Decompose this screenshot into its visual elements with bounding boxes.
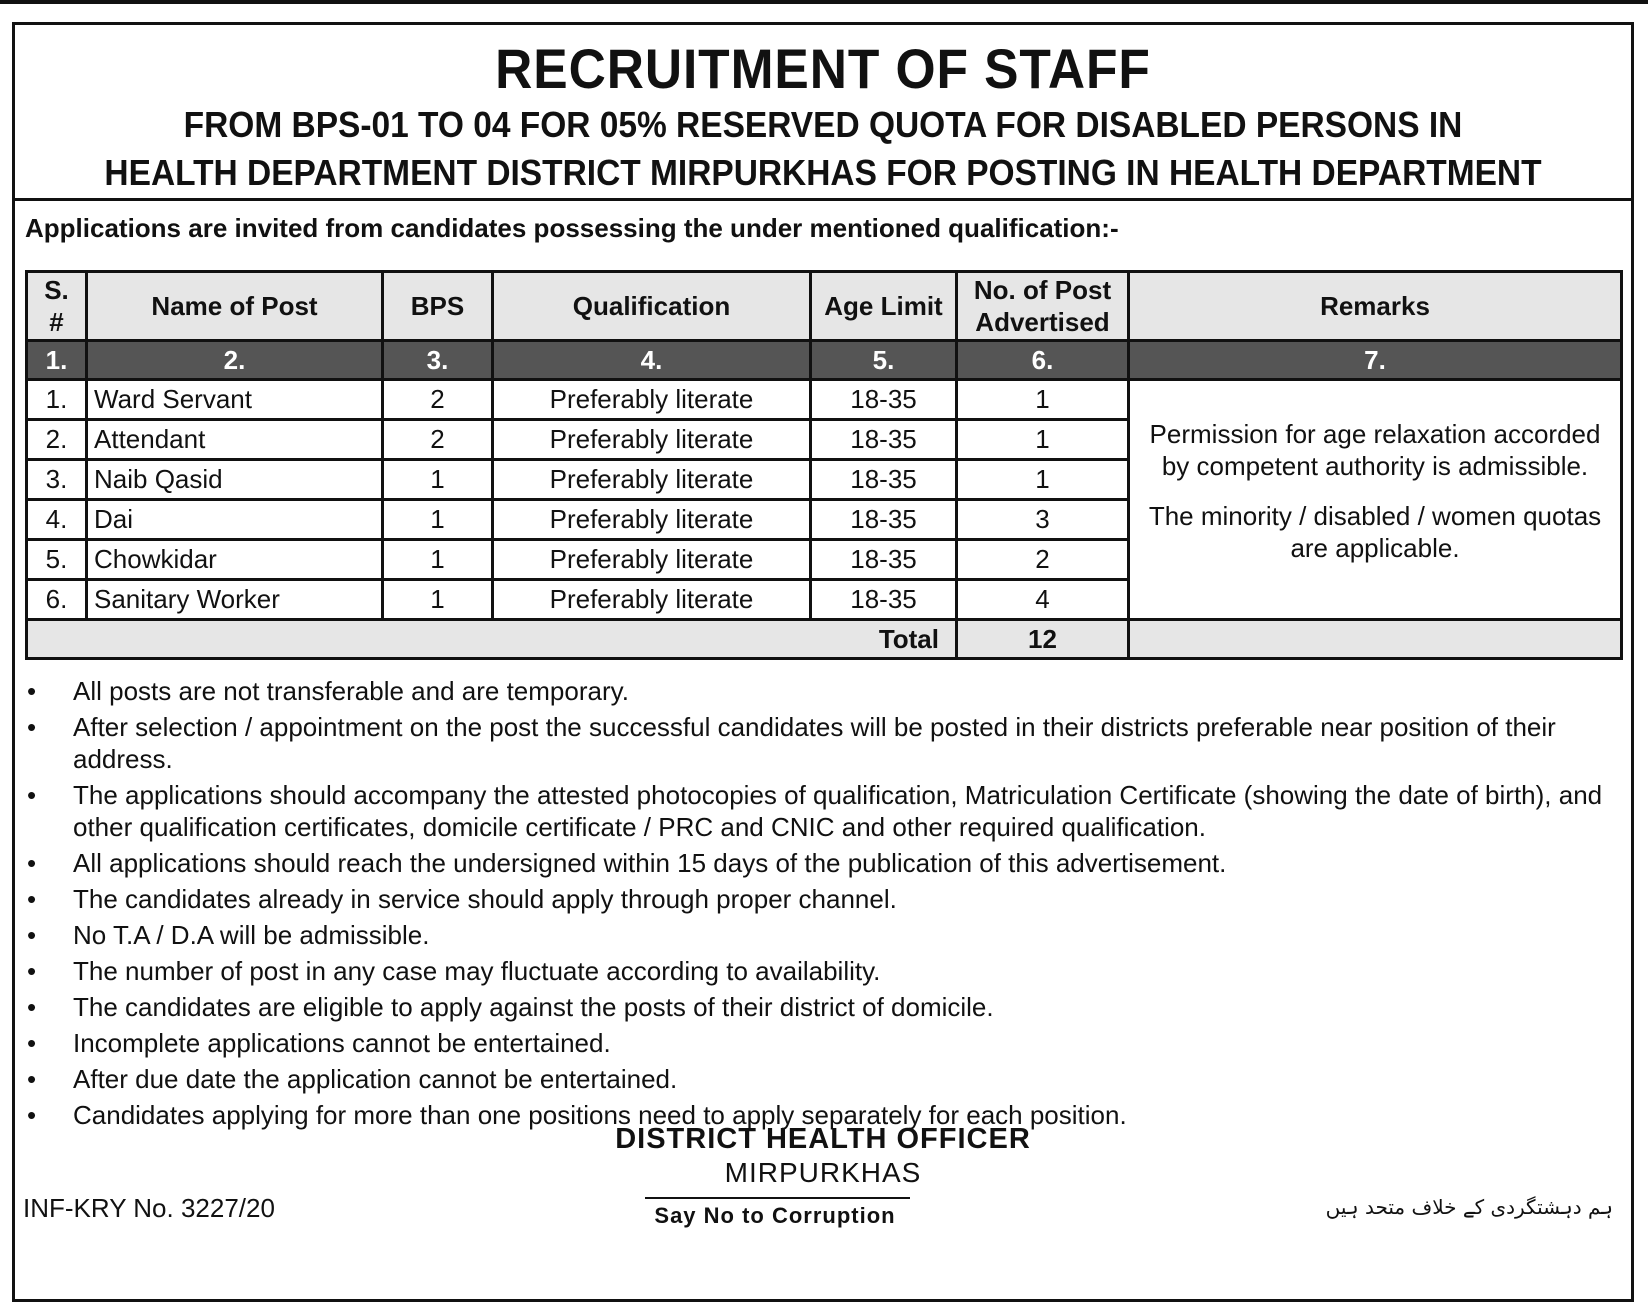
bullet-icon: •: [27, 1028, 37, 1058]
header: [15, 25, 1631, 201]
column-number-row: [27, 341, 1622, 380]
column-number: 7.: [1129, 341, 1622, 380]
cell-sno: 6.: [27, 580, 87, 620]
total-label: Total: [27, 620, 957, 659]
list-item: [25, 991, 1625, 1023]
posts-table: [25, 270, 1623, 660]
cell-qualification: Preferably literate: [493, 580, 811, 620]
bullet-icon: •: [27, 884, 37, 914]
table-row: [27, 380, 1622, 420]
note-text: The candidates already in service should apply through proper channel.: [73, 884, 897, 914]
cell-age: 18-35: [811, 580, 957, 620]
column-number: 1.: [27, 341, 87, 380]
cell-posts: 1: [957, 420, 1129, 460]
bullet-icon: •: [27, 780, 37, 810]
remarks-cell: [1129, 380, 1622, 620]
cell-bps: 2: [383, 380, 493, 420]
bullet-icon: •: [27, 676, 37, 706]
cell-posts: 1: [957, 380, 1129, 420]
reference-number: INF-KRY No. 3227/20: [23, 1193, 275, 1223]
note-text: The candidates are eligible to apply against the posts of their district of domicile.: [73, 992, 994, 1022]
cell-posts: 3: [957, 500, 1129, 540]
column-number: 5.: [811, 341, 957, 380]
cell-posts: 1: [957, 460, 1129, 500]
note-text: All applications should reach the undersigned within 15 days of the publication of this advertisement.: [73, 848, 1227, 878]
list-item: [25, 847, 1625, 879]
list-item: [25, 955, 1625, 987]
cell-age: 18-35: [811, 380, 957, 420]
header-bps: BPS: [383, 272, 493, 341]
intro-text: Applications are invited from candidates possessing the under mentioned qualification:-: [25, 213, 1119, 243]
cell-posts: 2: [957, 540, 1129, 580]
cell-name: Chowkidar: [87, 540, 383, 580]
cell-sno: 5.: [27, 540, 87, 580]
list-item: [25, 883, 1625, 915]
note-text: The number of post in any case may fluctuate according to availability.: [73, 956, 881, 986]
cell-sno: 3.: [27, 460, 87, 500]
column-number: 4.: [493, 341, 811, 380]
cell-age: 18-35: [811, 500, 957, 540]
bullet-icon: •: [27, 1064, 37, 1094]
bullet-icon: •: [27, 1100, 37, 1130]
cell-name: Sanitary Worker: [87, 580, 383, 620]
total-row: [27, 620, 1622, 659]
header-qualification: Qualification: [493, 272, 811, 341]
header-remarks: Remarks: [1129, 272, 1622, 341]
slogan: Say No to Corruption: [654, 1203, 896, 1228]
note-text: The applications should accompany the attested photocopies of qualification, Matriculation Certificate (showing the date of birth), and other qualification certificates, domicile certificate / PRC and CNIC and other required qualification.: [73, 780, 1603, 842]
slogan-divider: [645, 1197, 910, 1199]
subtitle-line-2: HEALTH DEPARTMENT DISTRICT MIRPURKHAS FOR POSTING IN HEALTH DEPARTMENT: [104, 152, 1542, 193]
column-number: 6.: [957, 341, 1129, 380]
note-text: After due date the application cannot be entertained.: [73, 1064, 678, 1094]
cell-name: Naib Qasid: [87, 460, 383, 500]
header-name: Name of Post: [87, 272, 383, 341]
cell-name: Attendant: [87, 420, 383, 460]
cell-qualification: Preferably literate: [493, 380, 811, 420]
signature-title: DISTRICT HEALTH OFFICER: [615, 1123, 1031, 1155]
note-text: Incomplete applications cannot be entertained.: [73, 1028, 611, 1058]
table-header-row: [27, 272, 1622, 341]
cell-age: 18-35: [811, 460, 957, 500]
cell-sno: 1.: [27, 380, 87, 420]
list-item: [25, 1063, 1625, 1095]
bullet-icon: •: [27, 848, 37, 878]
list-item: [25, 1027, 1625, 1059]
cell-age: 18-35: [811, 540, 957, 580]
cell-name: Dai: [87, 500, 383, 540]
cell-qualification: Preferably literate: [493, 460, 811, 500]
urdu-slogan: ہم دہشتگردی کے خلاف متحد ہیں: [1325, 1195, 1613, 1219]
cell-age: 18-35: [811, 420, 957, 460]
total-value: 12: [957, 620, 1129, 659]
bullet-icon: •: [27, 920, 37, 950]
cell-bps: 2: [383, 420, 493, 460]
bullet-icon: •: [27, 956, 37, 986]
list-item: [25, 675, 1625, 707]
bullet-icon: •: [27, 712, 37, 742]
note-text: All posts are not transferable and are temporary.: [73, 676, 629, 706]
signature-place: MIRPURKHAS: [724, 1157, 922, 1188]
cell-name: Ward Servant: [87, 380, 383, 420]
remarks-para-2: The minority / disabled / women quotas are applicable.: [1148, 500, 1602, 563]
cell-qualification: Preferably literate: [493, 420, 811, 460]
note-text: No T.A / D.A will be admissible.: [73, 920, 430, 950]
cell-qualification: Preferably literate: [493, 500, 811, 540]
cell-sno: 2.: [27, 420, 87, 460]
bullet-icon: •: [27, 992, 37, 1022]
header-posts: No. of Post Advertised: [957, 272, 1129, 341]
note-text: After selection / appointment on the post the successful candidates will be posted in their districts preferable near position of their address.: [73, 712, 1556, 774]
remarks-para-1: Permission for age relaxation accorded by competent authority is admissible.: [1149, 418, 1601, 481]
column-number: 2.: [87, 341, 383, 380]
notes-list: [25, 675, 1625, 1135]
total-empty-cell: [1129, 620, 1622, 659]
list-item: [25, 779, 1625, 843]
cell-bps: 1: [383, 500, 493, 540]
cell-bps: 1: [383, 460, 493, 500]
list-item: [25, 711, 1625, 775]
top-rule: [0, 0, 1648, 4]
header-age: Age Limit: [811, 272, 957, 341]
page-title: RECRUITMENT OF STAFF: [495, 37, 1151, 100]
header-sno: S. #: [27, 272, 87, 341]
cell-bps: 1: [383, 580, 493, 620]
cell-sno: 4.: [27, 500, 87, 540]
note-text: Candidates applying for more than one positions need to apply separately for each position.: [73, 1100, 1127, 1130]
cell-posts: 4: [957, 580, 1129, 620]
subtitle-line-1: FROM BPS-01 TO 04 FOR 05% RESERVED QUOTA FOR DISABLED PERSONS IN: [183, 104, 1463, 145]
cell-qualification: Preferably literate: [493, 540, 811, 580]
cell-bps: 1: [383, 540, 493, 580]
list-item: [25, 919, 1625, 951]
column-number: 3.: [383, 341, 493, 380]
advertisement-frame: [12, 22, 1634, 1302]
